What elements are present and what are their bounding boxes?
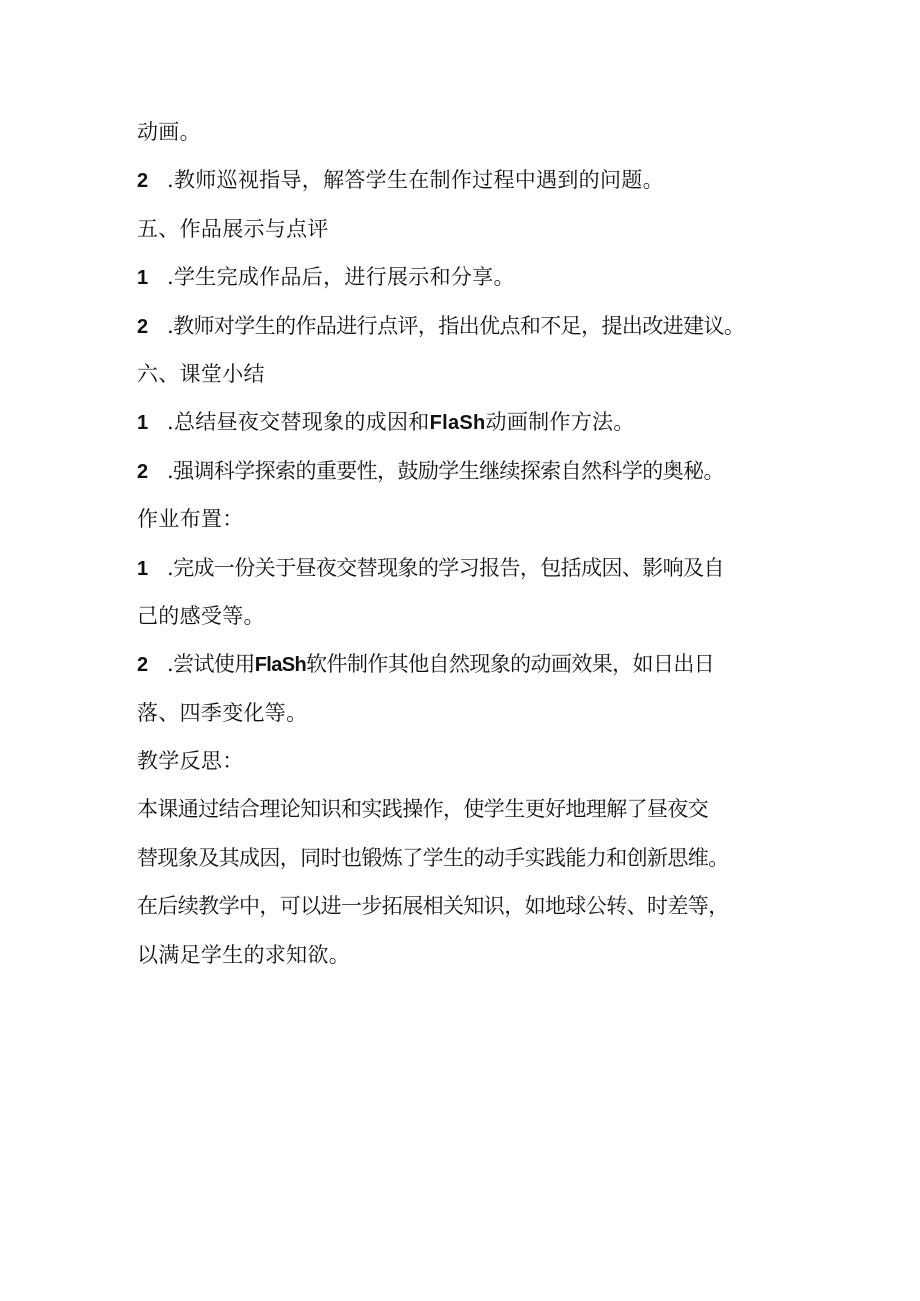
- section-heading: [137, 495, 797, 543]
- item-text-latin: FlaSh: [429, 412, 486, 435]
- item-text: .学生完成作品后，进行展示和分享。: [167, 265, 515, 290]
- item-text-post: 软件制作其他自然现象的动画效果，如日出日: [306, 652, 715, 677]
- item-text-pre: .尝试使用: [167, 652, 255, 677]
- section-heading: [137, 205, 797, 253]
- list-item: [137, 640, 797, 688]
- item-text-post: 动画制作方法。: [485, 410, 635, 435]
- heading-text: 五、作品展示与点评: [137, 216, 329, 241]
- line-text: 本课通过结合理论知识和实践操作，使学生更好地理解了昼夜交: [137, 797, 709, 822]
- item-number: 1: [137, 412, 149, 435]
- line-text: 落、四季变化等。: [137, 700, 308, 725]
- item-text: .强调科学探索的重要性，鼓励学生继续探索自然科学的奥秘。: [167, 458, 724, 483]
- item-text: .完成一份关于昼夜交替现象的学习报告，包括成因、影响及自: [167, 555, 724, 580]
- line-text: 在后续教学中，可以进一步拓展相关知识，如地球公转、时差等，: [137, 894, 729, 919]
- list-item: [137, 398, 797, 446]
- paragraph-line: [137, 882, 797, 930]
- section-heading: [137, 737, 797, 785]
- list-item: [137, 156, 797, 204]
- heading-text: 六、课堂小结: [137, 361, 265, 386]
- item-text: .教师巡视指导，解答学生在制作过程中遇到的问题。: [167, 168, 664, 193]
- text-line: [137, 592, 797, 640]
- text-line: [137, 689, 797, 737]
- item-text: .教师对学生的作品进行点评，指出优点和不足，提出改进建议。: [167, 313, 745, 338]
- list-item: [137, 544, 797, 592]
- document-body: [137, 108, 797, 979]
- paragraph-line: [137, 931, 797, 979]
- heading-text: 作业布置：: [137, 507, 244, 532]
- item-number: 2: [137, 315, 148, 338]
- line-text: 动画。: [137, 120, 201, 144]
- text-line: [137, 108, 797, 156]
- paragraph-line: [137, 785, 797, 833]
- list-item: [137, 447, 797, 495]
- list-item: [137, 253, 797, 301]
- item-number: 2: [137, 460, 148, 483]
- line-text: 以满足学生的求知欲。: [137, 942, 350, 967]
- item-text-latin: FlaSh: [254, 654, 307, 677]
- paragraph-line: [137, 834, 797, 882]
- item-text-pre: .总结昼夜交替现象的成因和: [167, 410, 430, 435]
- item-number: 2: [137, 654, 148, 677]
- line-text: 替现象及其成因，同时也锻炼了学生的动手实践能力和创新思维。: [137, 845, 729, 870]
- item-number: 2: [137, 170, 149, 193]
- line-text: 己的感受等。: [137, 603, 265, 628]
- item-number: 1: [137, 557, 148, 580]
- list-item: [137, 302, 797, 350]
- item-number: 1: [137, 267, 149, 290]
- heading-text: 教学反思：: [137, 749, 244, 774]
- section-heading: [137, 350, 797, 398]
